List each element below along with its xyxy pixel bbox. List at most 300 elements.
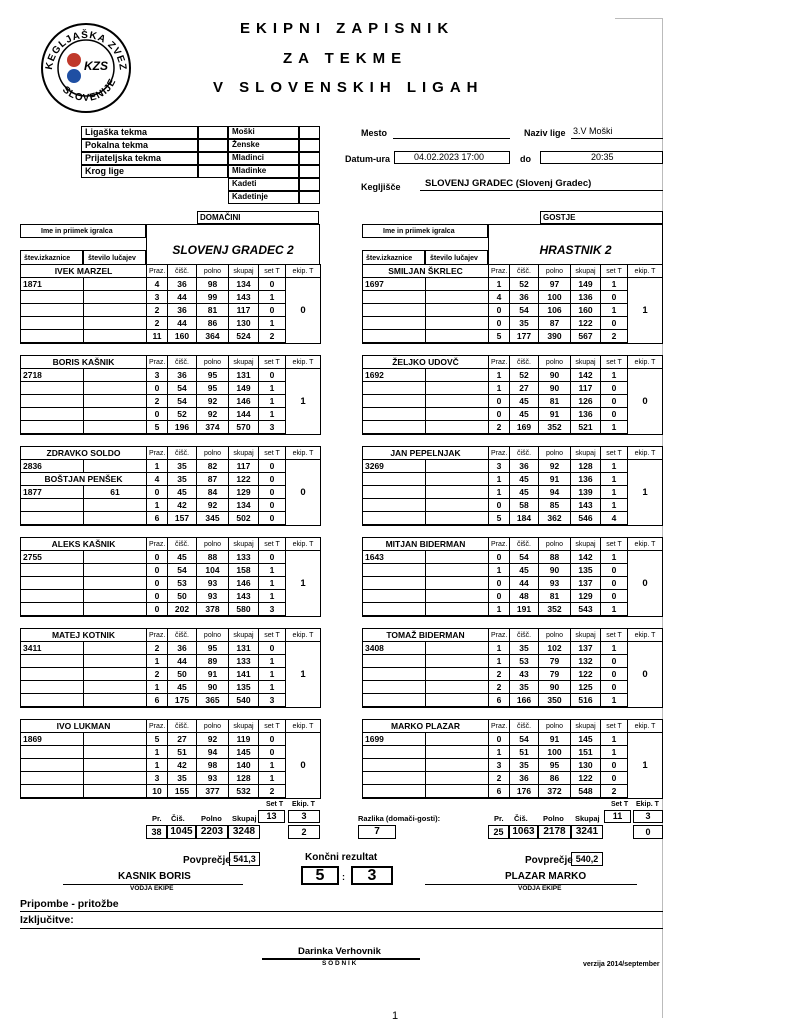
game-value: 92: [197, 499, 229, 512]
kegljisce-value: SLOVENJ GRADEC (Slovenj Gradec): [425, 178, 592, 189]
match-type-checkbox[interactable]: [198, 165, 228, 178]
game-value: 1: [259, 395, 286, 408]
license-number: [363, 486, 426, 499]
game-value: 36: [510, 291, 539, 304]
game-value: 54: [168, 382, 197, 395]
license-number: 1643: [363, 551, 426, 564]
column-header: ekip. T: [286, 447, 321, 460]
game-value: 1: [601, 304, 628, 317]
game-value: 0: [601, 577, 628, 590]
player-name: ALEKS KAŠNIK: [21, 538, 147, 551]
game-value: 117: [571, 382, 601, 395]
game-value: 151: [571, 746, 601, 759]
license-number: [21, 759, 84, 772]
total-value: 169: [510, 421, 539, 435]
license-number: [363, 473, 426, 486]
category-label: Mladinci: [232, 153, 265, 162]
game-value: 45: [510, 486, 539, 499]
throws-count: [426, 577, 489, 590]
total-value: 184: [510, 512, 539, 526]
home-pr-label: Pr.: [152, 814, 162, 823]
game-value: 144: [229, 408, 259, 421]
score-separator: :: [342, 872, 345, 882]
game-value: 125: [571, 681, 601, 694]
column-header: set T: [259, 538, 286, 551]
throws-count: [84, 733, 147, 746]
game-value: 143: [229, 590, 259, 603]
game-value: 158: [229, 564, 259, 577]
license-number: 2836: [21, 460, 84, 473]
game-value: 54: [510, 733, 539, 746]
total-value: 11: [147, 330, 168, 344]
game-value: 149: [229, 382, 259, 395]
license-number: 1697: [363, 278, 426, 291]
throws-count: [84, 577, 147, 590]
category-row: [228, 139, 299, 152]
game-value: 1: [147, 499, 168, 512]
game-value: 58: [510, 499, 539, 512]
home-cis-label: Čiš.: [171, 814, 185, 823]
total-value: 524: [229, 330, 259, 344]
column-header: ekip. T: [286, 629, 321, 642]
away-team-name: HRASTNIK 2: [539, 243, 612, 257]
throws-count: [426, 408, 489, 421]
home-polno-label: Polno: [201, 814, 222, 823]
column-header: čišč.: [510, 356, 539, 369]
game-value: 86: [539, 772, 571, 785]
game-value: 1: [259, 577, 286, 590]
game-value: 0: [259, 642, 286, 655]
match-type-checkbox[interactable]: [198, 126, 228, 139]
license-number: [21, 655, 84, 668]
home-izk-header: [20, 250, 83, 265]
player-name: MITJAN BIDERMAN: [363, 538, 489, 551]
game-value: 98: [197, 759, 229, 772]
game-value: 1: [489, 564, 510, 577]
game-value: 1: [601, 460, 628, 473]
column-header: ekip. T: [286, 538, 321, 551]
game-value: 4: [147, 278, 168, 291]
game-value: 35: [510, 681, 539, 694]
game-value: 1: [601, 369, 628, 382]
column-header: Praz.: [489, 538, 510, 551]
category-checkbox[interactable]: [299, 152, 320, 165]
game-value: 136: [571, 291, 601, 304]
game-value: 87: [539, 317, 571, 330]
game-value: 98: [197, 278, 229, 291]
away-vodja-label: VODJA EKIPE: [518, 885, 562, 892]
column-header: čišč.: [510, 629, 539, 642]
game-value: 1: [259, 759, 286, 772]
game-value: 3: [489, 460, 510, 473]
game-value: 1: [147, 681, 168, 694]
home-polno-total: 2203: [196, 825, 228, 839]
game-value: 143: [571, 499, 601, 512]
license-number: [21, 382, 84, 395]
license-number: [363, 408, 426, 421]
logo-text-bottom: SLOVENIJE: [60, 76, 119, 104]
game-value: 136: [571, 408, 601, 421]
column-header: čišč.: [510, 265, 539, 278]
total-value: 532: [229, 785, 259, 799]
match-type-label: Ligaška tekma: [85, 127, 148, 137]
home-score: 5: [301, 866, 339, 885]
game-value: 133: [229, 655, 259, 668]
match-type-row: [81, 126, 198, 139]
home-luc-label: število lučajev: [88, 255, 136, 262]
game-value: 0: [259, 304, 286, 317]
koncni-label: Končni rezultat: [305, 852, 378, 863]
game-value: 51: [510, 746, 539, 759]
home-cis-total: 1045: [167, 825, 196, 839]
game-value: 2: [147, 668, 168, 681]
game-value: 3: [147, 772, 168, 785]
away-ekip-label: Ekip. T: [636, 801, 659, 808]
away-povp-label: Povprečje: [525, 855, 573, 866]
game-value: 1: [259, 655, 286, 668]
throws-count: [84, 655, 147, 668]
team-point: 0: [286, 460, 321, 526]
game-value: 0: [601, 395, 628, 408]
game-value: 53: [168, 577, 197, 590]
column-header: set T: [601, 265, 628, 278]
total-value: 390: [539, 330, 571, 344]
license-number: 2718: [21, 369, 84, 382]
total-value: 345: [197, 512, 229, 526]
player-name: BOŠTJAN PENŠEK: [21, 473, 147, 486]
category-checkbox[interactable]: [299, 126, 320, 139]
game-value: 0: [601, 759, 628, 772]
kzs-logo: [38, 20, 138, 116]
datum-label: Datum-ura: [345, 154, 391, 164]
game-value: 81: [539, 590, 571, 603]
column-header: čišč.: [168, 447, 197, 460]
total-value: 4: [601, 512, 628, 526]
home-ime-label: Ime in priimek igralca: [41, 228, 113, 235]
game-value: 1: [147, 460, 168, 473]
game-value: 0: [259, 551, 286, 564]
license-number: [363, 304, 426, 317]
total-value: 166: [510, 694, 539, 708]
match-type-checkbox[interactable]: [198, 152, 228, 165]
game-value: 2: [489, 668, 510, 681]
game-value: 0: [601, 668, 628, 681]
game-value: 1: [259, 681, 286, 694]
total-value: 1: [601, 694, 628, 708]
game-value: 1: [601, 473, 628, 486]
total-value: 202: [168, 603, 197, 617]
game-value: 132: [571, 655, 601, 668]
game-value: 1: [489, 486, 510, 499]
away-izk-label: štev.izkaznice: [366, 255, 413, 262]
column-header: set T: [259, 629, 286, 642]
home-captain: KASNIK BORIS: [118, 871, 191, 882]
game-value: 89: [197, 655, 229, 668]
liga-label: Naziv lige: [524, 128, 566, 138]
game-value: 93: [197, 577, 229, 590]
game-value: 146: [229, 395, 259, 408]
title-line-2: ZA TEKME: [283, 50, 408, 67]
game-value: 3: [147, 369, 168, 382]
column-header: čišč.: [510, 720, 539, 733]
game-value: 92: [197, 395, 229, 408]
total-value: 5: [147, 421, 168, 435]
license-number: 3408: [363, 642, 426, 655]
game-value: 36: [168, 642, 197, 655]
game-value: 0: [489, 551, 510, 564]
total-value: 191: [510, 603, 539, 617]
game-value: 2: [147, 642, 168, 655]
license-number: [363, 772, 426, 785]
izkljucitve-line: [20, 928, 663, 929]
game-value: 35: [510, 642, 539, 655]
match-type-label: Prijateljska tekma: [85, 153, 162, 163]
game-value: 3: [147, 291, 168, 304]
game-value: 0: [259, 278, 286, 291]
column-header: Praz.: [147, 265, 168, 278]
player-name: TOMAŽ BIDERMAN: [363, 629, 489, 642]
match-type-row: [81, 139, 198, 152]
throws-count: [84, 369, 147, 382]
game-value: 44: [168, 291, 197, 304]
total-value: 196: [168, 421, 197, 435]
throws-count: [426, 772, 489, 785]
home-vodja-label: VODJA EKIPE: [130, 885, 174, 892]
do-label: do: [520, 154, 531, 164]
license-number: [363, 590, 426, 603]
player-block: [362, 537, 663, 617]
license-number: [21, 291, 84, 304]
category-checkbox[interactable]: [299, 139, 320, 152]
game-value: 122: [229, 473, 259, 486]
player-name: IVEK MARZEL: [21, 265, 147, 278]
home-pr-total: 38: [146, 825, 167, 839]
kegljisce-label: Kegljišče: [361, 182, 401, 192]
game-value: 45: [168, 681, 197, 694]
total-value: 378: [197, 603, 229, 617]
game-value: 1: [489, 369, 510, 382]
away-luc-header: [425, 250, 488, 265]
game-value: 0: [259, 746, 286, 759]
game-value: 1: [259, 382, 286, 395]
license-number: [363, 681, 426, 694]
game-value: 42: [168, 759, 197, 772]
throws-count: [426, 382, 489, 395]
game-value: 94: [197, 746, 229, 759]
category-row: [228, 165, 299, 178]
column-header: skupaj: [571, 265, 601, 278]
player-block: [20, 537, 321, 617]
game-value: 146: [229, 577, 259, 590]
license-number: 3411: [21, 642, 84, 655]
column-header: skupaj: [229, 265, 259, 278]
game-value: 95: [197, 642, 229, 655]
away-avg: 540,2: [571, 852, 603, 866]
total-value: 1: [489, 603, 510, 617]
player-name: MARKO PLAZAR: [363, 720, 489, 733]
away-ekip-total-top: 3: [633, 810, 663, 823]
game-value: 122: [571, 772, 601, 785]
throws-count: [84, 668, 147, 681]
throws-count: [426, 564, 489, 577]
throws-count: [84, 551, 147, 564]
game-value: 54: [168, 395, 197, 408]
away-skupaj-label: Skupaj: [575, 814, 600, 823]
category-checkbox[interactable]: [299, 178, 320, 191]
column-header: čišč.: [168, 629, 197, 642]
total-value: 0: [147, 603, 168, 617]
category-row: [228, 152, 299, 165]
home-ekip-total-top: 3: [288, 810, 320, 823]
column-header: set T: [601, 720, 628, 733]
game-value: 0: [259, 733, 286, 746]
total-value: 546: [571, 512, 601, 526]
column-header: Praz.: [147, 538, 168, 551]
game-value: 1: [259, 291, 286, 304]
total-value: 6: [147, 694, 168, 708]
away-role: GOSTJE: [543, 213, 576, 222]
column-header: skupaj: [571, 720, 601, 733]
game-value: 35: [510, 317, 539, 330]
game-value: 137: [571, 642, 601, 655]
razlika-label: Razlika (domači-gosti):: [358, 814, 441, 823]
home-role-box: [197, 211, 319, 224]
game-value: 0: [601, 382, 628, 395]
away-luc-label: število lučajev: [430, 255, 478, 262]
game-value: 52: [168, 408, 197, 421]
player-block: [20, 628, 321, 708]
total-value: 6: [489, 785, 510, 799]
column-header: skupaj: [229, 538, 259, 551]
away-score: 3: [351, 866, 393, 885]
column-header: Praz.: [489, 356, 510, 369]
game-value: 88: [197, 551, 229, 564]
column-header: Praz.: [489, 447, 510, 460]
game-value: 1: [601, 486, 628, 499]
game-value: 1: [259, 668, 286, 681]
verzija: verzija 2014/september: [583, 961, 660, 968]
player-name: SMILJAN ŠKRLEC: [363, 265, 489, 278]
game-value: 140: [229, 759, 259, 772]
game-value: 1: [489, 382, 510, 395]
total-value: 540: [229, 694, 259, 708]
column-header: polno: [539, 447, 571, 460]
liga-value: 3.V Moški: [573, 126, 613, 136]
total-value: 516: [571, 694, 601, 708]
license-number: [21, 499, 84, 512]
game-value: 142: [571, 551, 601, 564]
game-value: 45: [168, 551, 197, 564]
home-ekip-label: Ekip. T: [292, 801, 315, 808]
category-label: Moški: [232, 127, 255, 136]
throws-count: [426, 278, 489, 291]
column-header: skupaj: [571, 629, 601, 642]
game-value: 93: [539, 577, 571, 590]
game-value: 86: [197, 317, 229, 330]
column-header: set T: [601, 356, 628, 369]
total-value: 350: [539, 694, 571, 708]
game-value: 90: [539, 369, 571, 382]
game-value: 91: [197, 668, 229, 681]
away-ime-header: [362, 224, 488, 238]
game-value: 95: [197, 369, 229, 382]
home-avg: 541,3: [229, 852, 260, 866]
game-value: 122: [571, 668, 601, 681]
kzs-emblem-icon: [38, 20, 138, 116]
game-value: 82: [197, 460, 229, 473]
game-value: 92: [197, 733, 229, 746]
pripombe-line: [20, 911, 663, 912]
player-name: BORIS KAŠNIK: [21, 356, 147, 369]
kegljisce-line: [420, 190, 663, 191]
game-value: 135: [229, 681, 259, 694]
player-block: [20, 264, 321, 344]
game-value: 52: [510, 369, 539, 382]
mesto-label: Mesto: [361, 128, 388, 138]
category-row: [228, 178, 299, 191]
title-line-3: V SLOVENSKIH LIGAH: [213, 79, 484, 96]
sodnik-name: Darinka Verhovnik: [298, 946, 381, 957]
game-value: 136: [571, 473, 601, 486]
team-point: 0: [628, 642, 663, 708]
category-checkbox[interactable]: [299, 165, 320, 178]
column-header: ekip. T: [286, 265, 321, 278]
column-header: skupaj: [229, 629, 259, 642]
match-type-checkbox[interactable]: [198, 139, 228, 152]
game-value: 0: [601, 590, 628, 603]
throws-count: [426, 473, 489, 486]
game-value: 94: [539, 486, 571, 499]
game-value: 52: [510, 278, 539, 291]
total-value: 521: [571, 421, 601, 435]
total-value: 3: [259, 694, 286, 708]
total-value: 2: [259, 785, 286, 799]
total-value: 176: [510, 785, 539, 799]
away-ime-label: Ime in priimek igralca: [383, 228, 455, 235]
team-point: 0: [286, 733, 321, 799]
license-number: [363, 564, 426, 577]
license-number: [21, 317, 84, 330]
away-pr-label: Pr.: [494, 814, 504, 823]
license-number: 1699: [363, 733, 426, 746]
category-checkbox[interactable]: [299, 191, 320, 204]
game-value: 128: [229, 772, 259, 785]
game-value: 1: [489, 473, 510, 486]
throws-count: [426, 759, 489, 772]
game-value: 2: [147, 317, 168, 330]
license-number: 1871: [21, 278, 84, 291]
total-value: 374: [197, 421, 229, 435]
throws-count: [426, 317, 489, 330]
throws-count: [426, 460, 489, 473]
logo-badge: KZS: [84, 59, 108, 73]
game-value: 84: [197, 486, 229, 499]
throws-count: [426, 733, 489, 746]
license-number: 1869: [21, 733, 84, 746]
player-block: [20, 719, 321, 799]
game-value: 0: [147, 408, 168, 421]
license-number: [363, 746, 426, 759]
license-number: [21, 577, 84, 590]
total-value: 567: [571, 330, 601, 344]
game-value: 1: [259, 590, 286, 603]
throws-count: [84, 564, 147, 577]
game-value: 1: [601, 746, 628, 759]
game-value: 44: [510, 577, 539, 590]
top-border: [615, 18, 662, 19]
total-value: 364: [197, 330, 229, 344]
player-name: ZDRAVKO SOLDO: [21, 447, 147, 460]
